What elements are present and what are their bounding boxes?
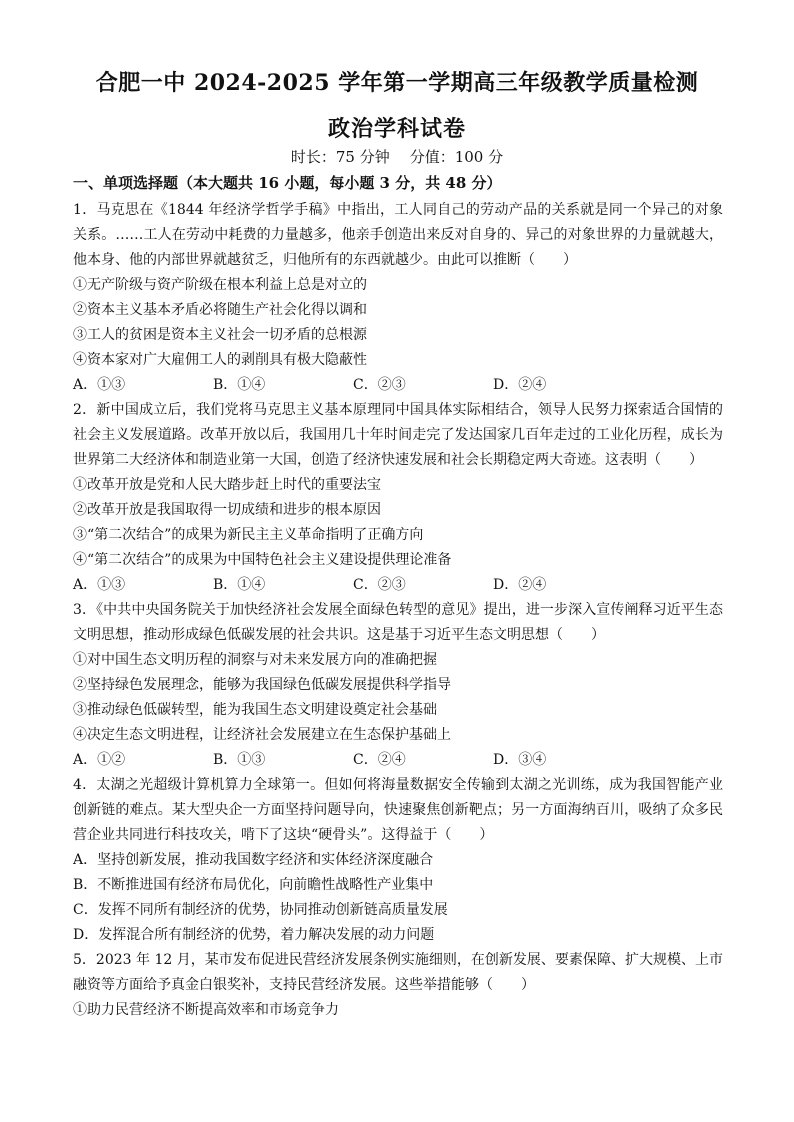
question-option: B．不断推进国有经济布局优化，向前瞻性战略性产业集中	[73, 877, 434, 893]
question-stem: 5．2023 年 12 月，某市发布促进民营经济发展条例实施细则，在创新发展、要素保障、扩大规模、上市融资等方面给予真金白银奖补，支持民营经济发展。这些举措能够（ ）	[73, 952, 723, 993]
answer-options	[73, 573, 723, 598]
question-item: ①无产阶级与资产阶级在根本利益上总是对立的	[73, 277, 367, 293]
question-item: ①改革开放是党和人民大踏步赶上时代的重要法宝	[73, 477, 381, 493]
option-c: C．②④	[353, 752, 406, 768]
option-d: D．②④	[493, 577, 547, 593]
option-d: D．②④	[493, 377, 547, 393]
question-3	[73, 598, 723, 773]
option-a: A．①③	[73, 377, 126, 393]
question-option: A．坚持创新发展，推动我国数字经济和实体经济深度融合	[73, 852, 434, 868]
question-item: ③工人的贫困是资本主义社会一切矛盾的总根源	[73, 327, 367, 343]
option-a: A．①③	[73, 577, 126, 593]
option-a: A．①②	[73, 752, 126, 768]
question-item: ④“第二次结合”的成果为中国特色社会主义建设提供理论准备	[73, 552, 452, 568]
option-b: B．①④	[213, 577, 266, 593]
question-list	[73, 198, 723, 1023]
question-4	[73, 773, 723, 948]
option-d: D．③④	[493, 752, 547, 768]
exam-subtitle: 政治学科试卷	[327, 116, 466, 142]
option-c: C．②③	[353, 577, 406, 593]
question-5	[73, 948, 723, 1023]
question-item: ①助力民营经济不断提高效率和市场竞争力	[73, 1002, 339, 1018]
question-item: ③“第二次结合”的成果为新民主主义革命指明了正确方向	[73, 527, 424, 543]
question-stem: 2．新中国成立后，我们党将马克思主义基本原理同中国具体实际相结合，领导人民努力探索适合国情的社会主义发展道路。改革开放以后，我国用几十年时间走完了发达国家几百年走过的工业化历程，成长为世界第二大经济体和制造业第一大国，创造了经济快速发展和社会长期稳定两大奇迹。这表明（ ）	[73, 402, 723, 468]
option-c: C．②③	[353, 377, 406, 393]
section-title: 一、单项选择题（本大题共 16 小题，每小题 3 分，共 48 分）	[73, 174, 502, 192]
option-b: B．①④	[213, 377, 266, 393]
option-b: B．①③	[213, 752, 266, 768]
question-item: ④决定生态文明进程，让经济社会发展建立在生态保护基础上	[73, 727, 451, 743]
question-item: ④资本家对广大雇佣工人的剥削具有极大隐蔽性	[73, 352, 367, 368]
question-stem: 4．太湖之光超级计算机算力全球第一。但如何将海量数据安全传输到太湖之光训练，成为我国智能产业创新链的难点。某大型央企一方面坚持问题导向，快速聚焦创新靶点；另一方面海纳百川，吸纳了众多民营企业共同进行科技攻关，啃下了这块“硬骨头”。这得益于（ ）	[73, 777, 723, 843]
answer-options	[73, 373, 723, 398]
exam-title: 合肥一中 2024-2025 学年第一学期高三年级教学质量检测	[95, 70, 699, 96]
question-item: ①对中国生态文明历程的洞察与对未来发展方向的准确把握	[73, 652, 437, 668]
question-1	[73, 198, 723, 398]
question-item: ②资本主义基本矛盾必将随生产社会化得以调和	[73, 302, 367, 318]
answer-options	[73, 748, 723, 773]
exam-meta	[0, 146, 794, 167]
question-option: C．发挥不同所有制经济的优势，协同推动创新链高质量发展	[73, 902, 448, 918]
question-stem: 3．《中共中央国务院关于加快经济社会发展全面绿色转型的意见》提出，进一步深入宣传阐释习近平生态文明思想，推动形成绿色低碳发展的社会共识。这是基于习近平生态文明思想（ ）	[73, 602, 723, 643]
question-option: D．发挥混合所有制经济的优势，着力解决发展的动力问题	[73, 927, 435, 943]
question-item: ②坚持绿色发展理念，能够为我国绿色低碳发展提供科学指导	[73, 677, 451, 693]
question-stem: 1．马克思在《1844 年经济学哲学手稿》中指出，工人同自己的劳动产品的关系就是同一个异己的对象关系。……工人在劳动中耗费的力量越多，他亲手创造出来反对自身的、异己的对象世界的力量就越大，他本身、他的内部世界就越贫乏，归他所有的东西就越少。由此可以推断（ ）	[73, 202, 723, 268]
question-item: ②改革开放是我国取得一切成绩和进步的根本原因	[73, 502, 381, 518]
question-2	[73, 398, 723, 598]
exam-duration: 时长：75 分钟	[290, 148, 390, 166]
question-item: ③推动绿色低碳转型，能为我国生态文明建设奠定社会基础	[73, 702, 437, 718]
exam-score: 分值：100 分	[409, 148, 504, 166]
